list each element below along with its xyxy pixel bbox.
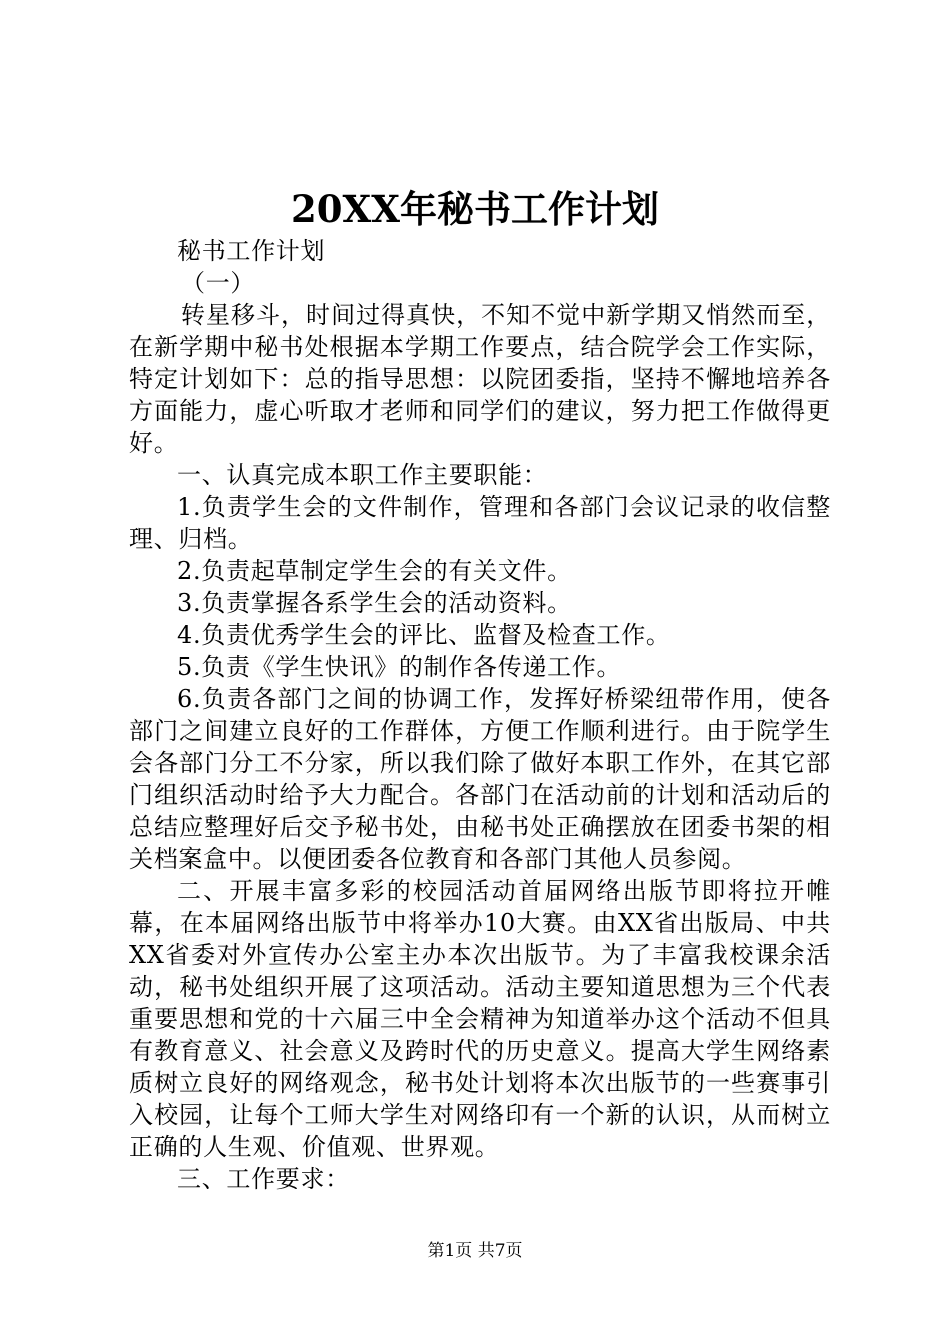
page-footer: 第1页 共7页 bbox=[427, 1241, 523, 1261]
document-title: 20XX年秘书工作计划 bbox=[291, 187, 659, 231]
section-heading: 一、认真完成本职工作主要职能： bbox=[177, 461, 548, 489]
paragraph: 秘书工作计划 bbox=[177, 237, 326, 265]
section-heading: 三、工作要求： bbox=[177, 1165, 350, 1193]
list-item: 5.负责《学生快讯》的制作各传递工作。 bbox=[177, 653, 622, 681]
paragraph: 转星移斗，时间过得真快，不知不觉中新学期又悄然而至，在新学期中秘书处根据本学期工作要点，结合院学会工作实际，特定计划如下：总的指导思想：以院团委指，坚持不懈地培养各方面能力，虚心听取才老师和同学们的建议，努力把工作做得更好。 bbox=[129, 301, 831, 457]
list-item: 6.负责各部门之间的协调工作，发挥好桥梁纽带作用，使各部门之间建立良好的工作群体，方便工作顺利进行。由于院学生会各部门分工不分家，所以我们除了做好本职工作外，在其它部门组织活动时给予大力配合。各部门在活动前的计划和活动后的总结应整理好后交予秘书处，由秘书处正确摆放在团委书架的相关档案盒中。以便团委各位教育和各部门其他人员参阅。 bbox=[129, 685, 831, 873]
document-body bbox=[129, 235, 831, 1195]
list-item: 2.负责起草制定学生会的有关文件。 bbox=[177, 557, 572, 585]
section-heading: 二、开展丰富多彩的校园活动首届网络出版节即将拉开帷幕，在本届网络出版节中将举办10大赛。由XX省出版局、中共XX省委对外宣传办公室主办本次出版节。为了丰富我校课余活动，秘书处组织开展了这项活动。活动主要知道思想为三个代表重要思想和党的十六届三中全会精神为知道举办这个活动不但具有教育意义、社会意义及跨时代的历史意义。提高大学生网络素质树立良好的网络观念，秘书处计划将本次出版节的一些赛事引入校园，让每个工师大学生对网络印有一个新的认识，从而树立正确的人生观、价值观、世界观。 bbox=[129, 877, 831, 1161]
list-item: 4.负责优秀学生会的评比、监督及检查工作。 bbox=[177, 621, 671, 649]
list-item: 3.负责掌握各系学生会的活动资料。 bbox=[177, 589, 572, 617]
paragraph: （一） bbox=[181, 269, 256, 297]
list-item: 1.负责学生会的文件制作，管理和各部门会议记录的收信整理、归档。 bbox=[129, 493, 831, 553]
